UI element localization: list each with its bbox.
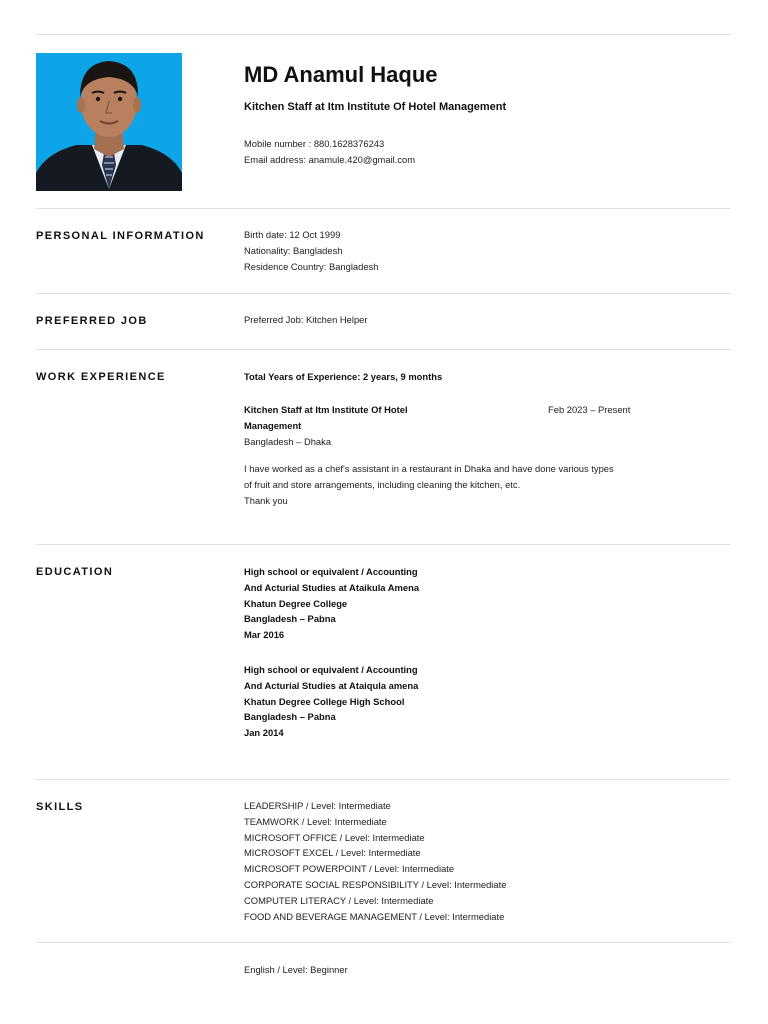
nationality: Nationality: Bangladesh: [244, 244, 343, 256]
skill-item: MICROSOFT EXCEL / Level: Intermediate: [244, 847, 421, 859]
job-entry: [244, 402, 408, 449]
skill-item: TEAMWORK / Level: Intermediate: [244, 815, 387, 827]
skills-list: [244, 798, 506, 924]
divider-work: [36, 349, 731, 350]
education-line2: And Acturial Studies at Ataikula Amena: [244, 581, 420, 593]
education-location: Bangladesh – Pabna: [244, 613, 336, 625]
profile-photo: [36, 53, 182, 191]
birth-date: Birth date: 12 Oct 1999: [244, 229, 341, 240]
section-title-personal-information: PERSONAL INFORMATION: [36, 230, 205, 242]
personal-information-block: [244, 227, 378, 274]
education-line3: Khatun Degree College High School: [244, 695, 405, 707]
section-title-education: EDUCATION: [36, 566, 114, 578]
preferred-job-block: [244, 312, 368, 328]
education-date: Jan 2014: [244, 727, 284, 739]
divider-skills: [36, 779, 731, 780]
preferred-job-value: Preferred Job: Kitchen Helper: [244, 314, 368, 325]
job-title-line2: Management: [244, 419, 302, 431]
section-title-skills: SKILLS: [36, 801, 84, 813]
residence-country: Residence Country: Bangladesh: [244, 260, 379, 272]
education-date: Mar 2016: [244, 629, 285, 641]
divider-preferred: [36, 293, 731, 294]
job-dates: Feb 2023 – Present: [548, 404, 631, 415]
skill-item: CORPORATE SOCIAL RESPONSIBILITY / Level: Intermediate: [244, 878, 507, 890]
education-entry: [244, 564, 419, 643]
education-line1: High school or equivalent / Accounting: [244, 664, 418, 675]
job-description-line2: of fruit and store arrangements, including cleaning the kitchen, etc.: [244, 478, 521, 490]
job-location: Bangladesh – Dhaka: [244, 435, 332, 447]
education-line2: And Acturial Studies at Ataiqula amena: [244, 679, 419, 691]
divider-education: [36, 544, 731, 545]
section-title-preferred-job: PREFERRED JOB: [36, 315, 148, 327]
candidate-name: MD Anamul Haque: [244, 62, 438, 87]
work-experience-total: [244, 369, 442, 385]
job-title-line1: Kitchen Staff at Itm Institute Of Hotel: [244, 404, 408, 415]
education-line1: High school or equivalent / Accounting: [244, 566, 418, 577]
skill-item: FOOD AND BEVERAGE MANAGEMENT / Level: Intermediate: [244, 910, 505, 922]
top-divider: [36, 34, 731, 35]
education-location: Bangladesh – Pabna: [244, 711, 336, 723]
section-title-work-experience: WORK EXPERIENCE: [36, 371, 166, 383]
education-line3: Khatun Degree College: [244, 597, 348, 609]
languages-list: [244, 962, 348, 978]
mobile-number: Mobile number : 880.1628376243: [244, 138, 385, 149]
job-description: [244, 461, 614, 508]
skill-item: LEADERSHIP / Level: Intermediate: [244, 800, 391, 811]
skill-item: MICROSOFT POWERPOINT / Level: Intermediate: [244, 863, 455, 875]
job-description-line1: I have worked as a chef's assistant in a restaurant in Dhaka and have done various types: [244, 463, 614, 474]
total-experience: Total Years of Experience: 2 years, 9 months: [244, 371, 443, 382]
skill-item: COMPUTER LITERACY / Level: Intermediate: [244, 894, 434, 906]
divider-languages: [36, 942, 731, 943]
candidate-headline: Kitchen Staff at Itm Institute Of Hotel Management: [244, 101, 507, 113]
language-item: English / Level: Beginner: [244, 964, 348, 975]
skill-item: MICROSOFT OFFICE / Level: Intermediate: [244, 831, 425, 843]
job-description-line3: Thank you: [244, 494, 288, 506]
divider-personal: [36, 208, 731, 209]
email-address: Email address: anamule.420@gmail.com: [244, 154, 416, 165]
education-entry: [244, 662, 418, 741]
